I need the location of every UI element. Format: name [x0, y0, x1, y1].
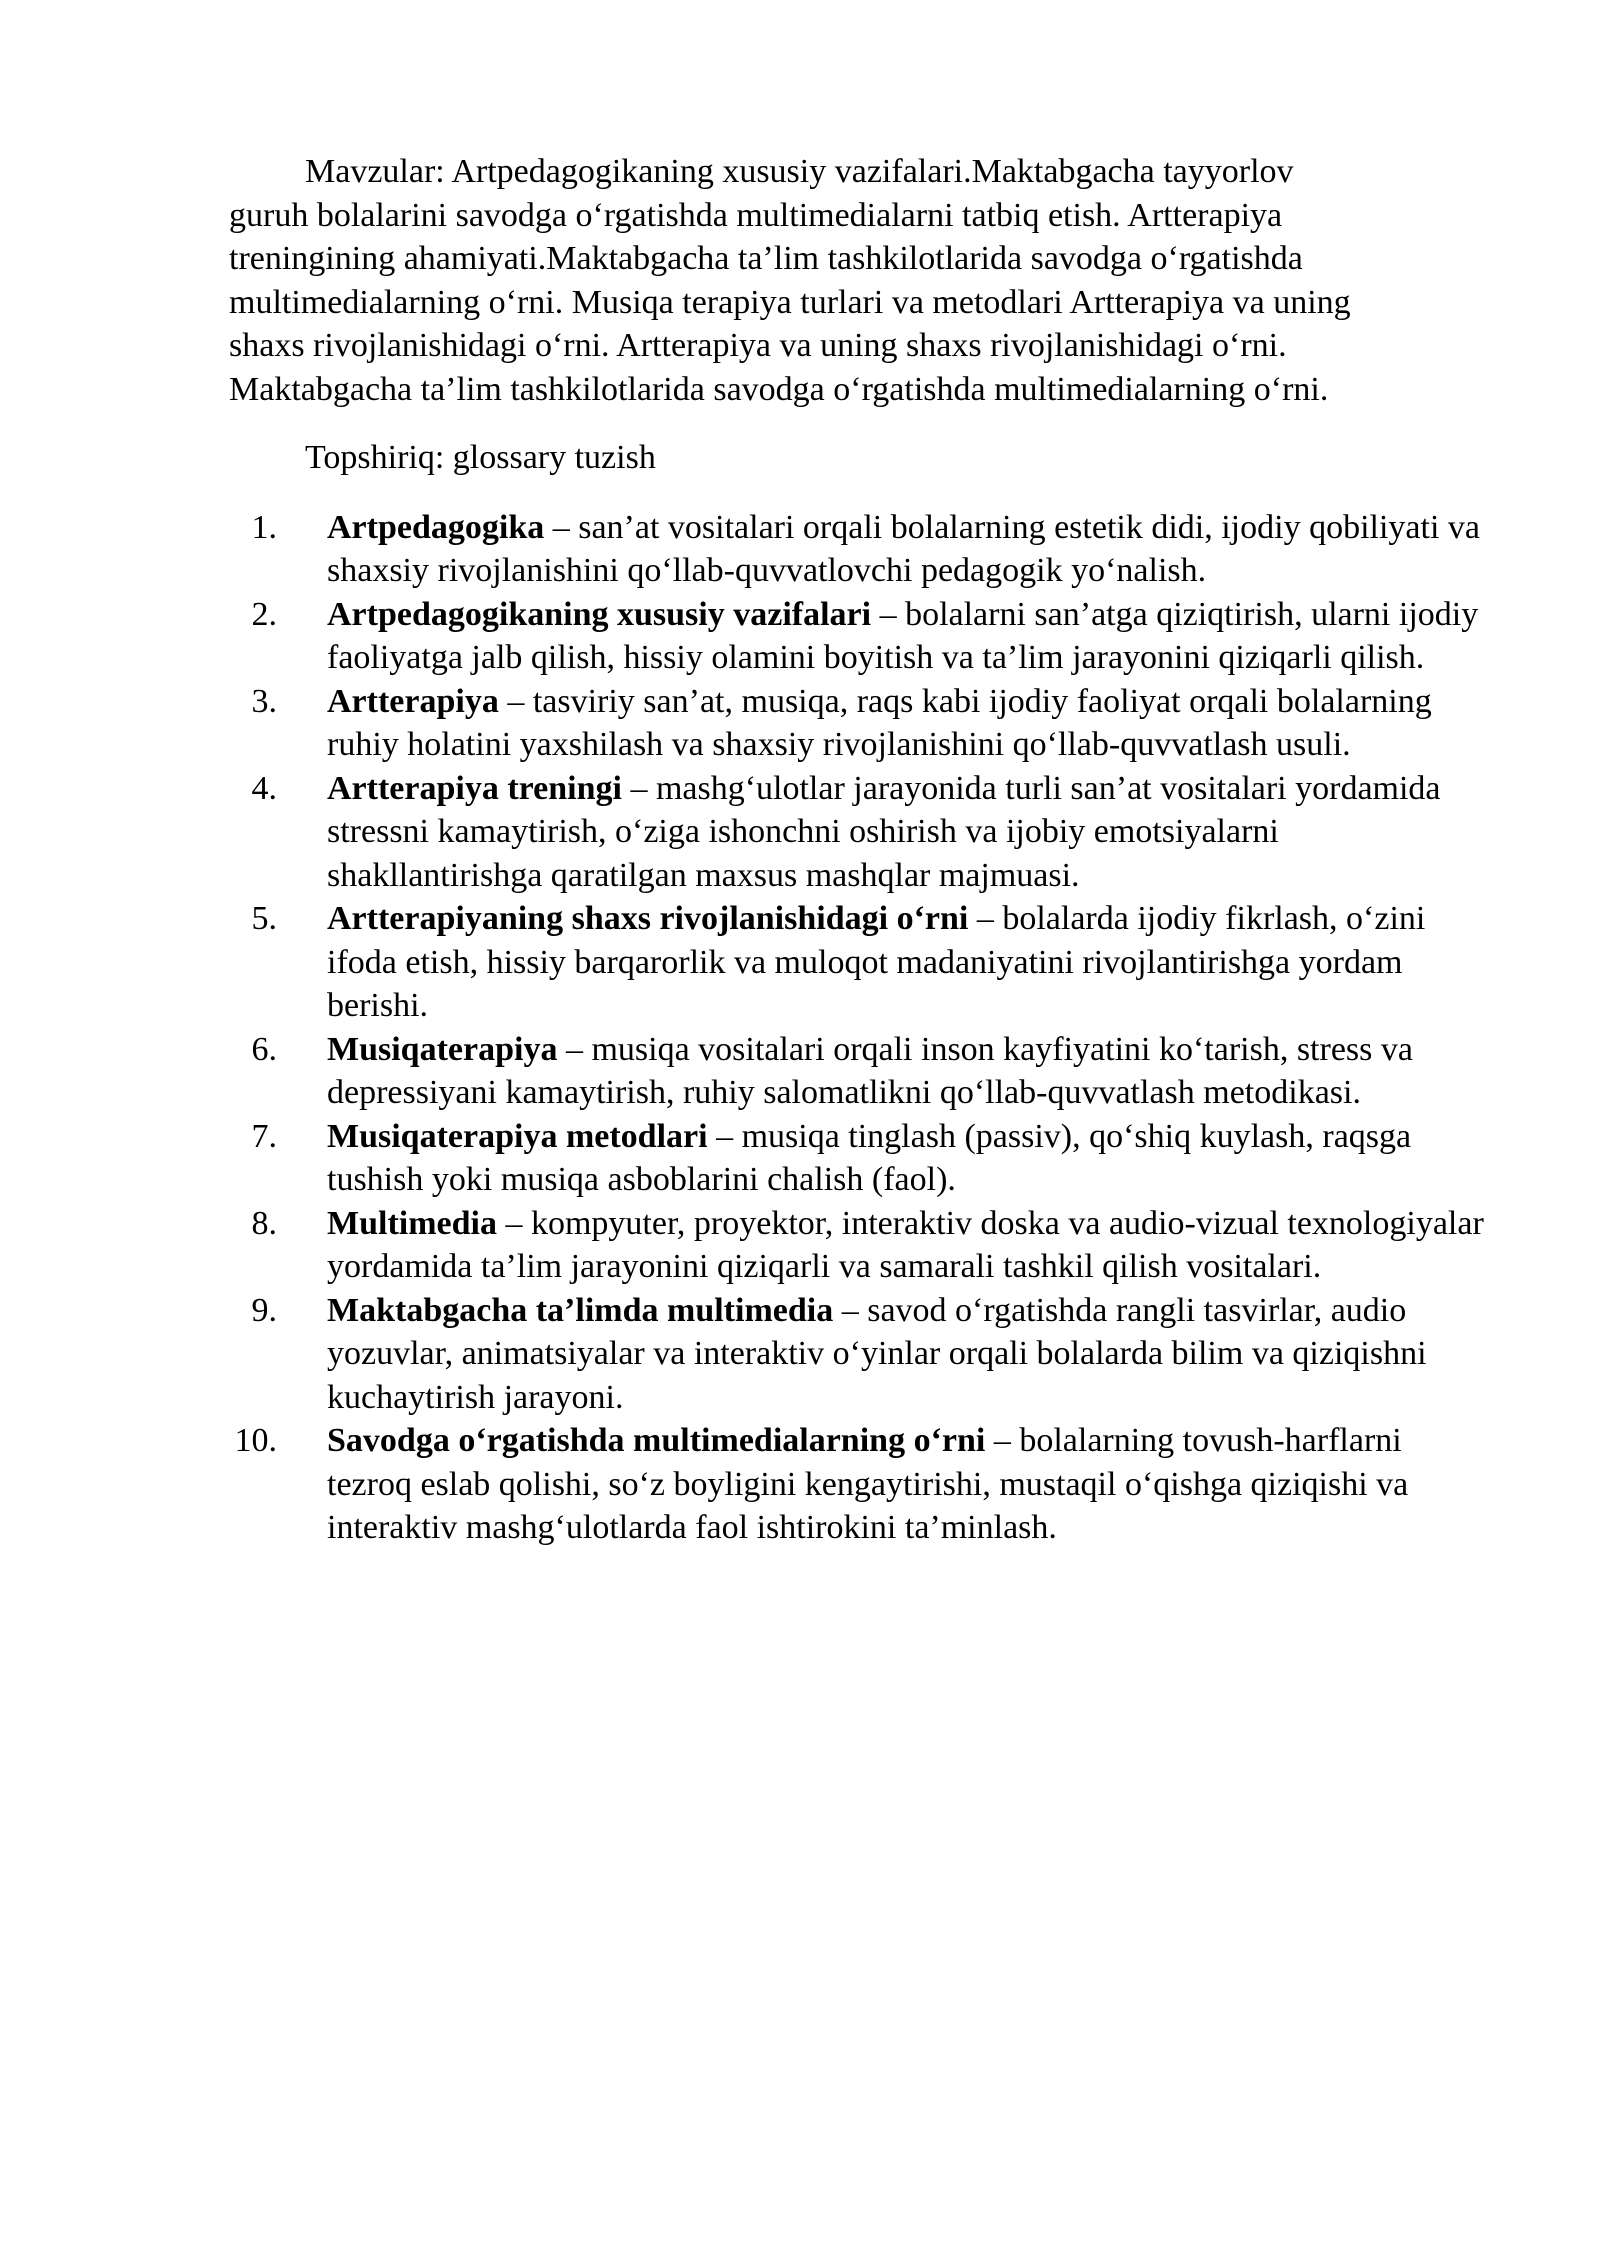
glossary-item	[229, 1202, 1491, 1289]
glossary-definition: – musiqa vositalari orqali inson kayfiyatini ko‘tarish, stress va depressiyani kamaytirish, ruhiy salomatlikni qo‘llab-quvvatlash metodikasi.	[327, 1030, 1413, 1111]
glossary-item	[229, 1028, 1491, 1115]
item-number: 9.	[251, 1291, 277, 1329]
glossary-term: Artpedagogikaning xususiy vazifalari	[327, 595, 872, 633]
glossary-item	[229, 1115, 1491, 1202]
glossary-term: Musiqaterapiya	[327, 1030, 558, 1068]
glossary-term: Savodga o‘rgatishda multimedialarning o‘rni	[327, 1422, 986, 1459]
glossary-item	[229, 593, 1491, 680]
glossary-definition: – savod o‘rgatishda rangli tasvirlar, audio yozuvlar, animatsiyalar va interaktiv o‘yinlar orqali bolalarda bilim va qiziqishni kuchaytirish jarayoni.	[327, 1291, 1427, 1416]
item-number: 6.	[251, 1030, 277, 1068]
topics-paragraph: Mavzular: Artpedagogikaning xususiy vazifalari.Maktabgacha tayyorlov guruh bolalarini savodga o‘rgatishda multimedialarni tatbiq etish. Artterapiya treningining ahamiyati.Maktabgacha ta’lim tashkilotlarida savodga o‘rgatishda multimedialarning o‘rni. Musiqa terapiya turlari va metodlari Artterapiya va uning shaxs rivojlanishidagi o‘rni. Artterapiya va uning shaxs rivojlanishidagi o‘rni. Maktabgacha ta’lim tashkilotlarida savodga o‘rgatishda multimedialarning o‘rni.	[229, 153, 1351, 408]
item-number: 8.	[251, 1204, 277, 1242]
glossary-term: Artterapiya treningi	[327, 769, 622, 807]
task-heading: Topshiriq: glossary tuzish	[305, 439, 656, 476]
glossary-item	[229, 1289, 1491, 1420]
glossary-item	[229, 506, 1491, 593]
glossary-definition: – mashg‘ulotlar jarayonida turli san’at vositalari yordamida stressni kamaytirish, o‘ziga ishonchni oshirish va ijobiy emotsiyalarni shakllantirishga qaratilgan maxsus mashqlar majmuasi.	[327, 769, 1441, 894]
item-number: 4.	[251, 769, 277, 807]
glossary-list	[229, 506, 1491, 1550]
glossary-term: Musiqaterapiya metodlari	[327, 1117, 708, 1155]
glossary-definition: – bolalarni san’atga qiziqtirish, ularni ijodiy faoliyatga jalb qilish, hissiy olamini boyitish va ta’lim jarayonini qiziqarli qilish.	[327, 595, 1479, 676]
item-number: 3.	[251, 682, 277, 720]
document-page	[229, 150, 1491, 1550]
glossary-item	[229, 767, 1491, 898]
glossary-term: Artterapiya	[327, 682, 499, 720]
item-number: 7.	[251, 1117, 277, 1155]
glossary-term: Maktabgacha ta’limda multimedia	[327, 1291, 834, 1329]
glossary-term: Multimedia	[327, 1204, 497, 1242]
glossary-term: Artterapiyaning shaxs rivojlanishidagi o‘rni	[327, 900, 969, 937]
glossary-item	[229, 1419, 1491, 1550]
glossary-definition: – bolalarda ijodiy fikrlash, o‘zini ifoda etish, hissiy barqarorlik va muloqot madaniyatini rivojlantirishga yordam berishi.	[327, 900, 1426, 1024]
glossary-definition: – musiqa tinglash (passiv), qo‘shiq kuylash, raqsga tushish yoki musiqa asboblarini chalish (faol).	[327, 1117, 1412, 1198]
item-number: 1.	[251, 508, 277, 546]
item-number: 10.	[234, 1422, 277, 1459]
glossary-item	[229, 897, 1491, 1028]
item-number: 5.	[251, 900, 277, 937]
item-number: 2.	[251, 595, 277, 633]
glossary-item	[229, 680, 1491, 767]
glossary-definition: – bolalarning tovush-harflarni tezroq eslab qolishi, so‘z boyligini kengaytirishi, mustaqil o‘qishga qiziqishi va interaktiv mashg‘ulotlarda faol ishtirokini ta’minlash.	[327, 1422, 1409, 1546]
glossary-definition: – kompyuter, proyektor, interaktiv doska va audio-vizual texnologiyalar yordamida ta’lim jarayonini qiziqarli va samarali tashkil qilish vositalari.	[327, 1204, 1484, 1285]
glossary-definition: – san’at vositalari orqali bolalarning estetik didi, ijodiy qobiliyati va shaxsiy rivojlanishini qo‘llab-quvvatlovchi pedagogik yo‘nalish.	[327, 508, 1480, 589]
glossary-definition: – tasviriy san’at, musiqa, raqs kabi ijodiy faoliyat orqali bolalarning ruhiy holatini yaxshilash va shaxsiy rivojlanishini qo‘llab-quvvatlash usuli.	[327, 682, 1432, 763]
glossary-term: Artpedagogika	[327, 508, 545, 546]
